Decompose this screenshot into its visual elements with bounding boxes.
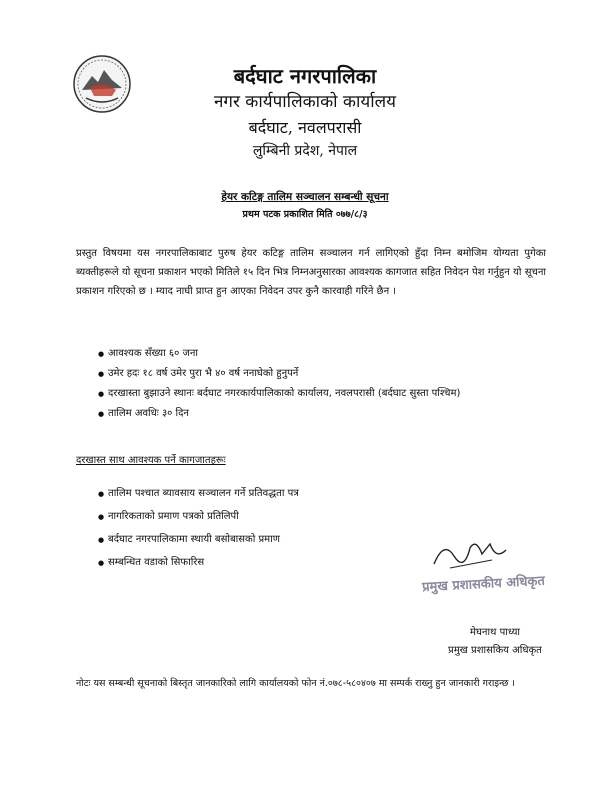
signatory-name: मेघनाथ पाध्या	[470, 627, 521, 638]
footer-note: नोटः यस सम्बन्धी सूचनाको बिस्तृत जानकारिको लागि कार्यालयको फोन नं.०७८-५८०४०७ मा सम्पर्क राख्नु हुन जानकारी गराइन्छ ।	[76, 678, 516, 689]
handwritten-signature	[430, 530, 510, 574]
government-emblem	[72, 54, 132, 114]
signatory-title: प्रमुख प्रशासकिय अधिकृत	[448, 645, 542, 656]
document-item: ● बर्दघाट नगरपालिकामा स्थायी बसोबासको प्रमाण	[100, 532, 546, 548]
requirement-item: ● आवश्यक सँख्या ६० जना	[100, 346, 546, 362]
documents-heading: दरखास्त साथ आवश्यक पर्ने कागजातहरूः	[76, 455, 226, 466]
requirement-item: ● उमेर हदः १८ वर्ष उमेर पुरा भै ४० वर्ष ननाघेको हुनुपर्ने	[100, 366, 546, 382]
requirement-item: ● दरखास्ता बुझाउने स्थानः बर्दघाट नगरकार्यपालिकाको कार्यालय, नवलपरासी (बर्दघाट सुस्ता पश्चिम)	[100, 386, 546, 402]
official-stamp: प्रमुख प्रशासकीय अधिकृत	[421, 573, 546, 596]
province-country: लुम्बिनी प्रदेश, नेपाल	[252, 143, 358, 159]
document-item: ● नागरिकताको प्रमाण पत्रको प्रतिलिपी	[100, 509, 546, 525]
requirement-item: ● तालिम अवधिः ३० दिन	[100, 406, 546, 422]
office-address: बर्दघाट, नवलपरासी	[248, 118, 362, 137]
document-item: ● तालिम पश्चात ब्यावसाय सञ्चालन गर्ने प्रतिवद्धता पत्र	[100, 486, 546, 502]
requirements-list	[100, 346, 546, 426]
municipality-name: बर्दघाट नगरपालिका	[233, 64, 377, 88]
publication-date: प्रथम पटक प्रकाशित मिति ०७७/८/३	[242, 209, 368, 220]
notice-subject: हेयर कटिङ्ग तालिम सञ्चालन सम्बन्धी सूचना	[221, 191, 389, 203]
office-name: नगर कार्यपालिकाको कार्यालय	[213, 92, 397, 112]
notice-intro-paragraph: प्रस्तुत विषयमा यस नगरपालिकाबाट पुरुष हेयर कटिङ्ग तालिम सञ्चालन गर्न लागिएको हुँदा निम्न बमोजिम योग्यता पुगेका ब्यक्तीहरूले यो सूचना प्रकाशन भएको मितिले १५ दिन भित्र निम्नअनुसारका आवश्यक कागजात सहित निवेदन पेश गर्नुहुन यो सूचना प्रकाशन गरिएको छ । म्याद नाघी प्राप्त हुन आएका निवेदन उपर कुनै कारवाही गरिने छैन ।	[76, 248, 546, 297]
document-item: ● सम्बन्धित वडाको सिफारिस	[100, 555, 546, 571]
